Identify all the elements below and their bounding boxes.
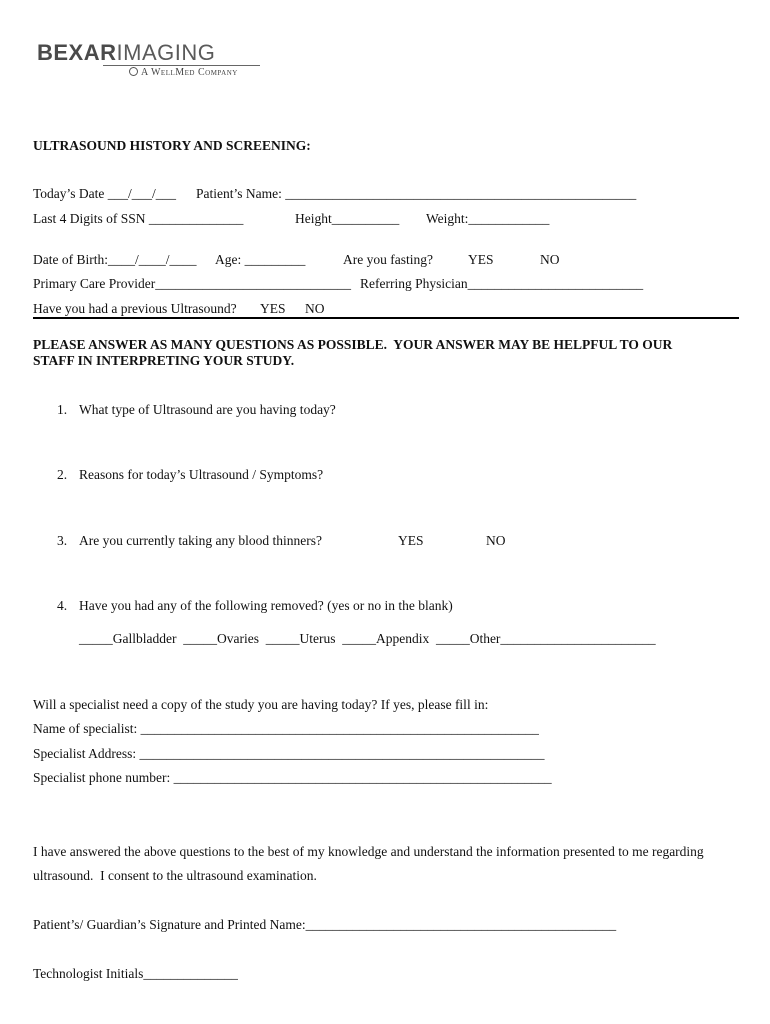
company-logo xyxy=(37,42,267,80)
question-3: Are you currently taking any blood thinners? xyxy=(79,533,322,548)
previous-ultrasound-no[interactable]: NO xyxy=(305,301,325,316)
form-title: ULTRASOUND HISTORY AND SCREENING: xyxy=(33,138,311,153)
question-3-number: 3. xyxy=(57,533,68,548)
primary-care-field[interactable]: Primary Care Provider_____________________________ xyxy=(33,276,351,291)
referring-physician-field[interactable]: Referring Physician__________________________ xyxy=(360,276,644,291)
question-4: Have you had any of the following removed? (yes or no in the blank) xyxy=(79,598,453,613)
height-field[interactable]: Height__________ xyxy=(295,211,400,226)
logo-word-bexar: BEXAR xyxy=(37,40,117,65)
fasting-no-option[interactable]: NO xyxy=(540,252,560,267)
dob-field[interactable]: Date of Birth:____/____/____ xyxy=(33,252,197,267)
specialist-phone-field[interactable]: Specialist phone number: ________________________________________________________ xyxy=(33,770,552,785)
previous-ultrasound-yes[interactable]: YES xyxy=(260,301,286,316)
specialist-address-field[interactable]: Specialist Address: ____________________________________________________________ xyxy=(33,746,545,761)
technologist-initials-field[interactable]: Technologist Initials______________ xyxy=(33,966,238,981)
removed-organs-fields[interactable]: _____Gallbladder _____Ovaries _____Uterus _____Appendix _____Other_______________________ xyxy=(79,631,656,646)
blood-thinners-yes[interactable]: YES xyxy=(398,533,424,548)
consent-line-1: I have answered the above questions to the best of my knowledge and understand the information presented to me regarding xyxy=(33,844,704,859)
signature-field[interactable]: Patient’s/ Guardian’s Signature and Printed Name:______________________________________________ xyxy=(33,917,617,932)
question-2: Reasons for today’s Ultrasound / Symptoms? xyxy=(79,467,324,482)
question-4-number: 4. xyxy=(57,598,68,613)
previous-ultrasound-label: Have you had a previous Ultrasound? xyxy=(33,301,237,316)
age-field[interactable]: Age: _________ xyxy=(215,252,306,267)
instructions-line-2: STAFF IN INTERPRETING YOUR STUDY. xyxy=(33,353,295,368)
weight-field[interactable]: Weight:____________ xyxy=(426,211,550,226)
question-2-number: 2. xyxy=(57,467,68,482)
logo-tagline: A WellMed Company xyxy=(141,67,238,78)
logo-word-imaging: IMAGING xyxy=(116,40,216,65)
wellmed-icon xyxy=(129,67,138,76)
ssn-field[interactable]: Last 4 Digits of SSN ______________ xyxy=(33,211,244,226)
specialist-name-field[interactable]: Name of specialist: ___________________________________________________________ xyxy=(33,721,539,736)
instructions-line-1: PLEASE ANSWER AS MANY QUESTIONS AS POSSIBLE. YOUR ANSWER MAY BE HELPFUL TO OUR xyxy=(33,337,673,352)
question-1: What type of Ultrasound are you having today? xyxy=(79,402,336,417)
todays-date-field[interactable]: Today’s Date ___/___/___ xyxy=(33,186,177,201)
consent-line-2: ultrasound. I consent to the ultrasound examination. xyxy=(33,868,317,883)
question-1-number: 1. xyxy=(57,402,68,417)
fasting-label: Are you fasting? xyxy=(343,252,433,267)
section-divider xyxy=(33,317,739,319)
patient-name-field[interactable]: Patient’s Name: ____________________________________________________ xyxy=(196,186,637,201)
blood-thinners-no[interactable]: NO xyxy=(486,533,506,548)
logo-rule xyxy=(103,65,260,66)
specialist-question: Will a specialist need a copy of the study you are having today? If yes, please fill in: xyxy=(33,697,489,712)
fasting-yes-option[interactable]: YES xyxy=(468,252,494,267)
